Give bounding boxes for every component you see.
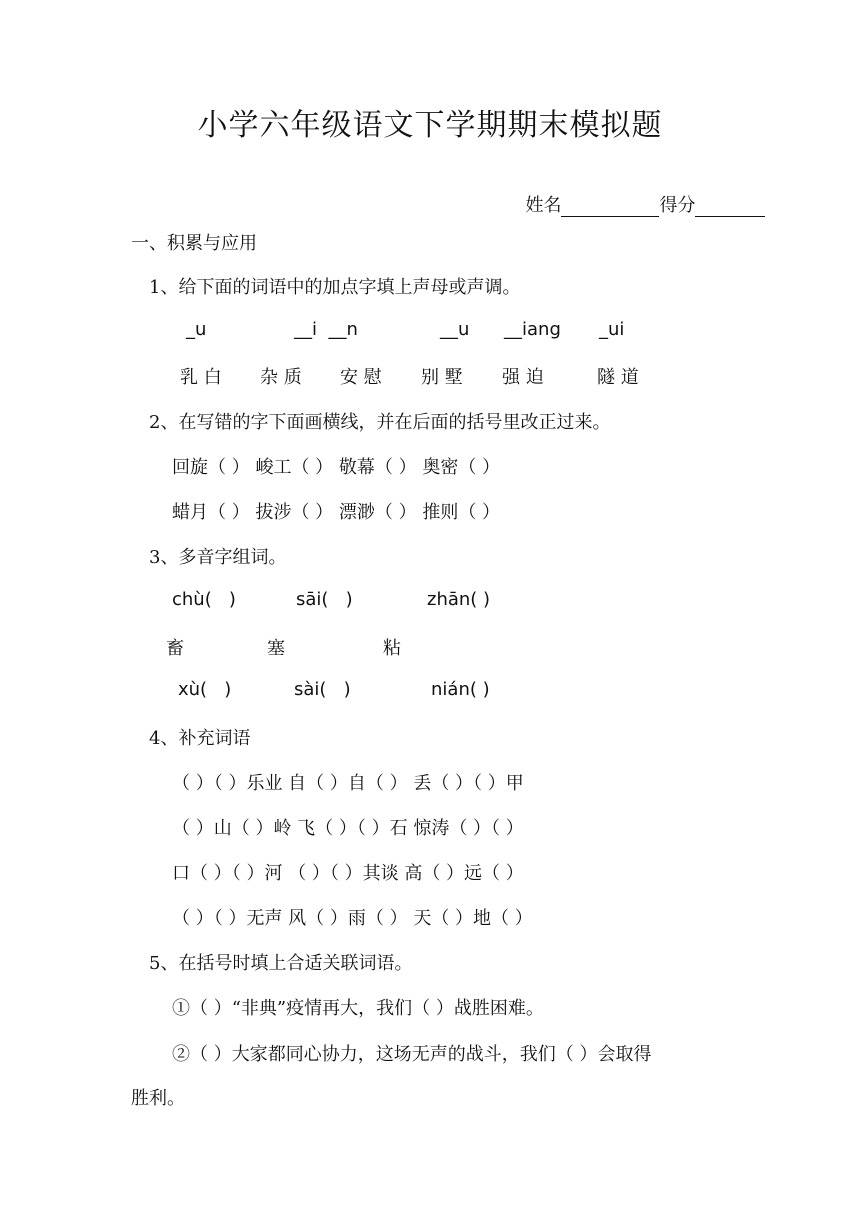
word: 乳 白 [180, 367, 222, 388]
question-3-prompt: 3、多音字组词。 [149, 547, 287, 568]
question-4-prompt: 4、补充词语 [149, 728, 251, 749]
pinyin-group: nián( ) [431, 679, 490, 700]
pinyin-group: chù( ) [172, 589, 236, 610]
pinyin-group: xù( ) [178, 679, 232, 700]
student-info [514, 170, 765, 217]
conjunction-item-2-continued: 胜利。 [131, 1088, 185, 1109]
conjunction-item-1: ①（ ）“非典”疫情再大，我们（ ）战胜困难。 [172, 998, 544, 1019]
word: 强 迫 [502, 367, 544, 388]
conjunction-item-2: ②（ ）大家都同心协力，这场无声的战斗，我们（ ）会取得 [172, 1044, 652, 1065]
name-blank[interactable] [561, 195, 659, 217]
page-title: 小学六年级语文下学期期末模拟题 [197, 108, 663, 143]
idiom-row: （ ）（ ）无声 风（ ）雨（ ） 天（ ）地（ ） [172, 908, 533, 929]
word: 隧 道 [597, 367, 639, 388]
polyphone-char: 畜 [166, 638, 184, 659]
section-heading: 一、积累与应用 [131, 233, 257, 254]
pinyin-blank: __i __n [294, 319, 358, 340]
pinyin-blank: _ui [599, 319, 625, 340]
word: 别 墅 [421, 367, 463, 388]
score-label: 得分 [659, 195, 696, 216]
score-blank[interactable] [695, 195, 765, 217]
word: 安 慰 [340, 367, 382, 388]
pinyin-blank: _u [186, 319, 207, 340]
idiom-row: （ ）（ ）乐业 自（ ）自（ ） 丢（ ）（ ）甲 [172, 773, 524, 794]
pinyin-group: zhān( ) [427, 589, 491, 610]
question-2-prompt: 2、在写错的字下面画横线，并在后面的括号里改正过来。 [149, 412, 611, 433]
idiom-row: （ ）山（ ）岭 飞（ ）（ ）石 惊涛（ ）（ ） [172, 818, 524, 839]
polyphone-char: 塞 [267, 638, 285, 659]
idiom-row: 口（ ）（ ）河 （ ）（ ）其谈 高（ ）远（ ） [172, 863, 524, 884]
name-label: 姓名 [525, 195, 562, 216]
correction-row: 蜡月（ ） 拔涉（ ） 漂渺（ ） 推则（ ） [172, 502, 501, 523]
pinyin-blank: __u [440, 319, 470, 340]
question-5-prompt: 5、在括号时填上合适关联词语。 [149, 953, 413, 974]
pinyin-group: sāi( ) [296, 589, 353, 610]
word: 杂 质 [260, 367, 302, 388]
pinyin-group: sài( ) [294, 679, 351, 700]
correction-row: 回旋（ ） 峻工（ ） 敬幕（ ） 奥密（ ） [172, 457, 501, 478]
question-1-prompt: 1、给下面的词语中的加点字填上声母或声调。 [149, 277, 521, 298]
pinyin-blank: __iang [504, 319, 561, 340]
polyphone-char: 粘 [383, 638, 401, 659]
